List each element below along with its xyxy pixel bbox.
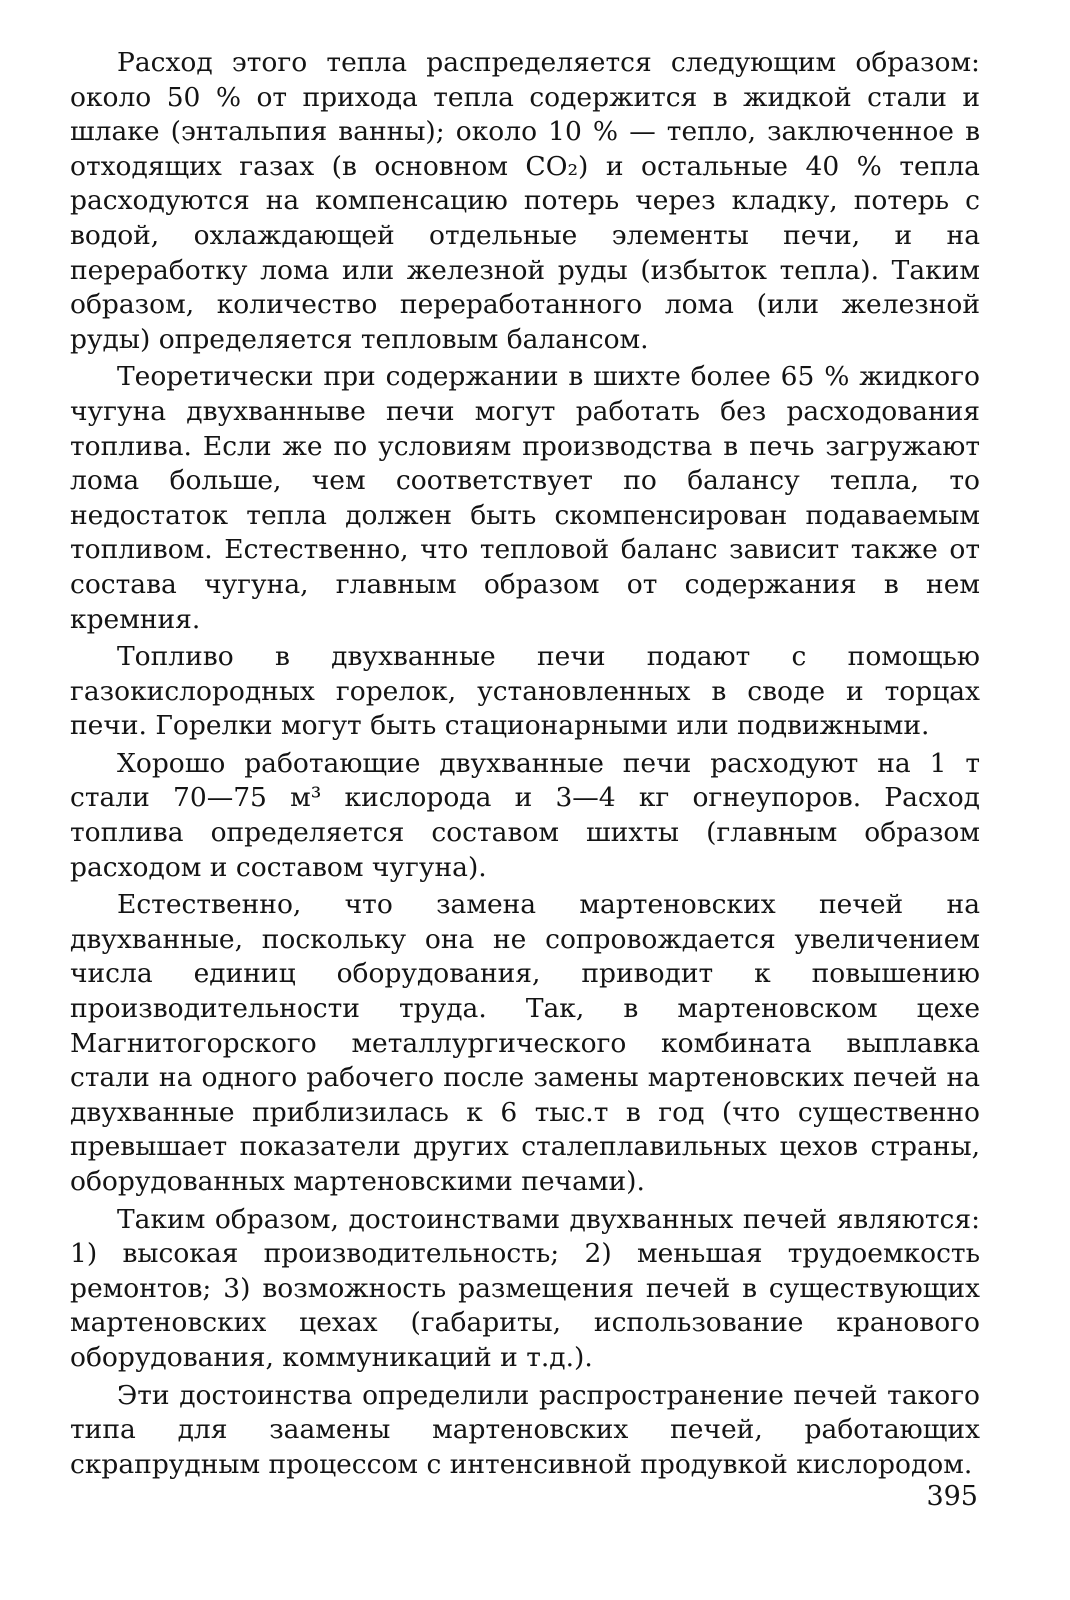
paragraph-fuel-supply: Топливо в двухванные печи подают с помощью газокислородных горелок, установленных в своде и торцах печи. Горелки могут быть стационарными или подвижными. <box>70 641 980 742</box>
page-body <box>70 46 980 1485</box>
page-number: 395 <box>926 1481 978 1512</box>
paragraph-productivity: Естественно, что замена мартеновских печей на двухванные, поскольку она не сопровождается увеличением числа единиц оборудования, приводит к повышению производительности труда. Так, в мартеновском цехе Магнитогорского металлургического комбината выплавка стали на одного рабочего после замены мартеновских печей на двухванные приблизилась к 6 тыс.т в год (что существенно превышает показатели других сталеплавильных цехов страны, оборудованных мартеновскими печами). <box>70 889 980 1197</box>
paragraph-heat-consumption: Расход этого тепла распределяется следующим образом: около 50 % от прихода тепла содержится в жидкой стали и шлаке (энтальпия ванны); около 10 % — тепло, заключенное в отходящих газах (в основном CO₂) и остальные 40 % тепла расходуются на компенсацию потерь через кладку, потерь с водой, охлаждающей отдельные элементы печи, и на переработку лома или железной руды (избыток тепла). Таким образом, количество переработанного лома (или железной руды) определяется тепловым балансом. <box>70 47 980 355</box>
paragraph-conclusion: Эти достоинства определили распространение печей такого типа для заамены мартеновских печей, работающих скрапрудным процессом с интенсивной продувкой кислородом. <box>70 1379 980 1480</box>
paragraph-advantages: Таким образом, достоинствами двухванных печей являются: 1) высокая производительность; 2) меньшая трудоемкость ремонтов; 3) возможность размещения печей в существующих мартеновских цехах (габариты, использование кранового оборудования, коммуникаций и т.д.). <box>70 1203 980 1373</box>
paragraph-theoretical-operation: Теоретически при содержании в шихте более 65 % жидкого чугуна двухванныве печи могут работать без расходования топлива. Если же по условиям производства в печь загружают лома больше, чем соответствует по балансу тепла, то недостаток тепла должен быть скомпенсирован подаваемым топливом. Естественно, что тепловой баланс зависит также от состава чугуна, главным образом от содержания в нем кремния. <box>70 361 980 635</box>
paragraph-oxygen-consumption: Хорошо работающие двухванные печи расходуют на 1 т стали 70—75 м³ кислорода и 3—4 кг огнеупоров. Расход топлива определяется составом шихты (главным образом расходом и составом чугуна). <box>70 747 980 883</box>
